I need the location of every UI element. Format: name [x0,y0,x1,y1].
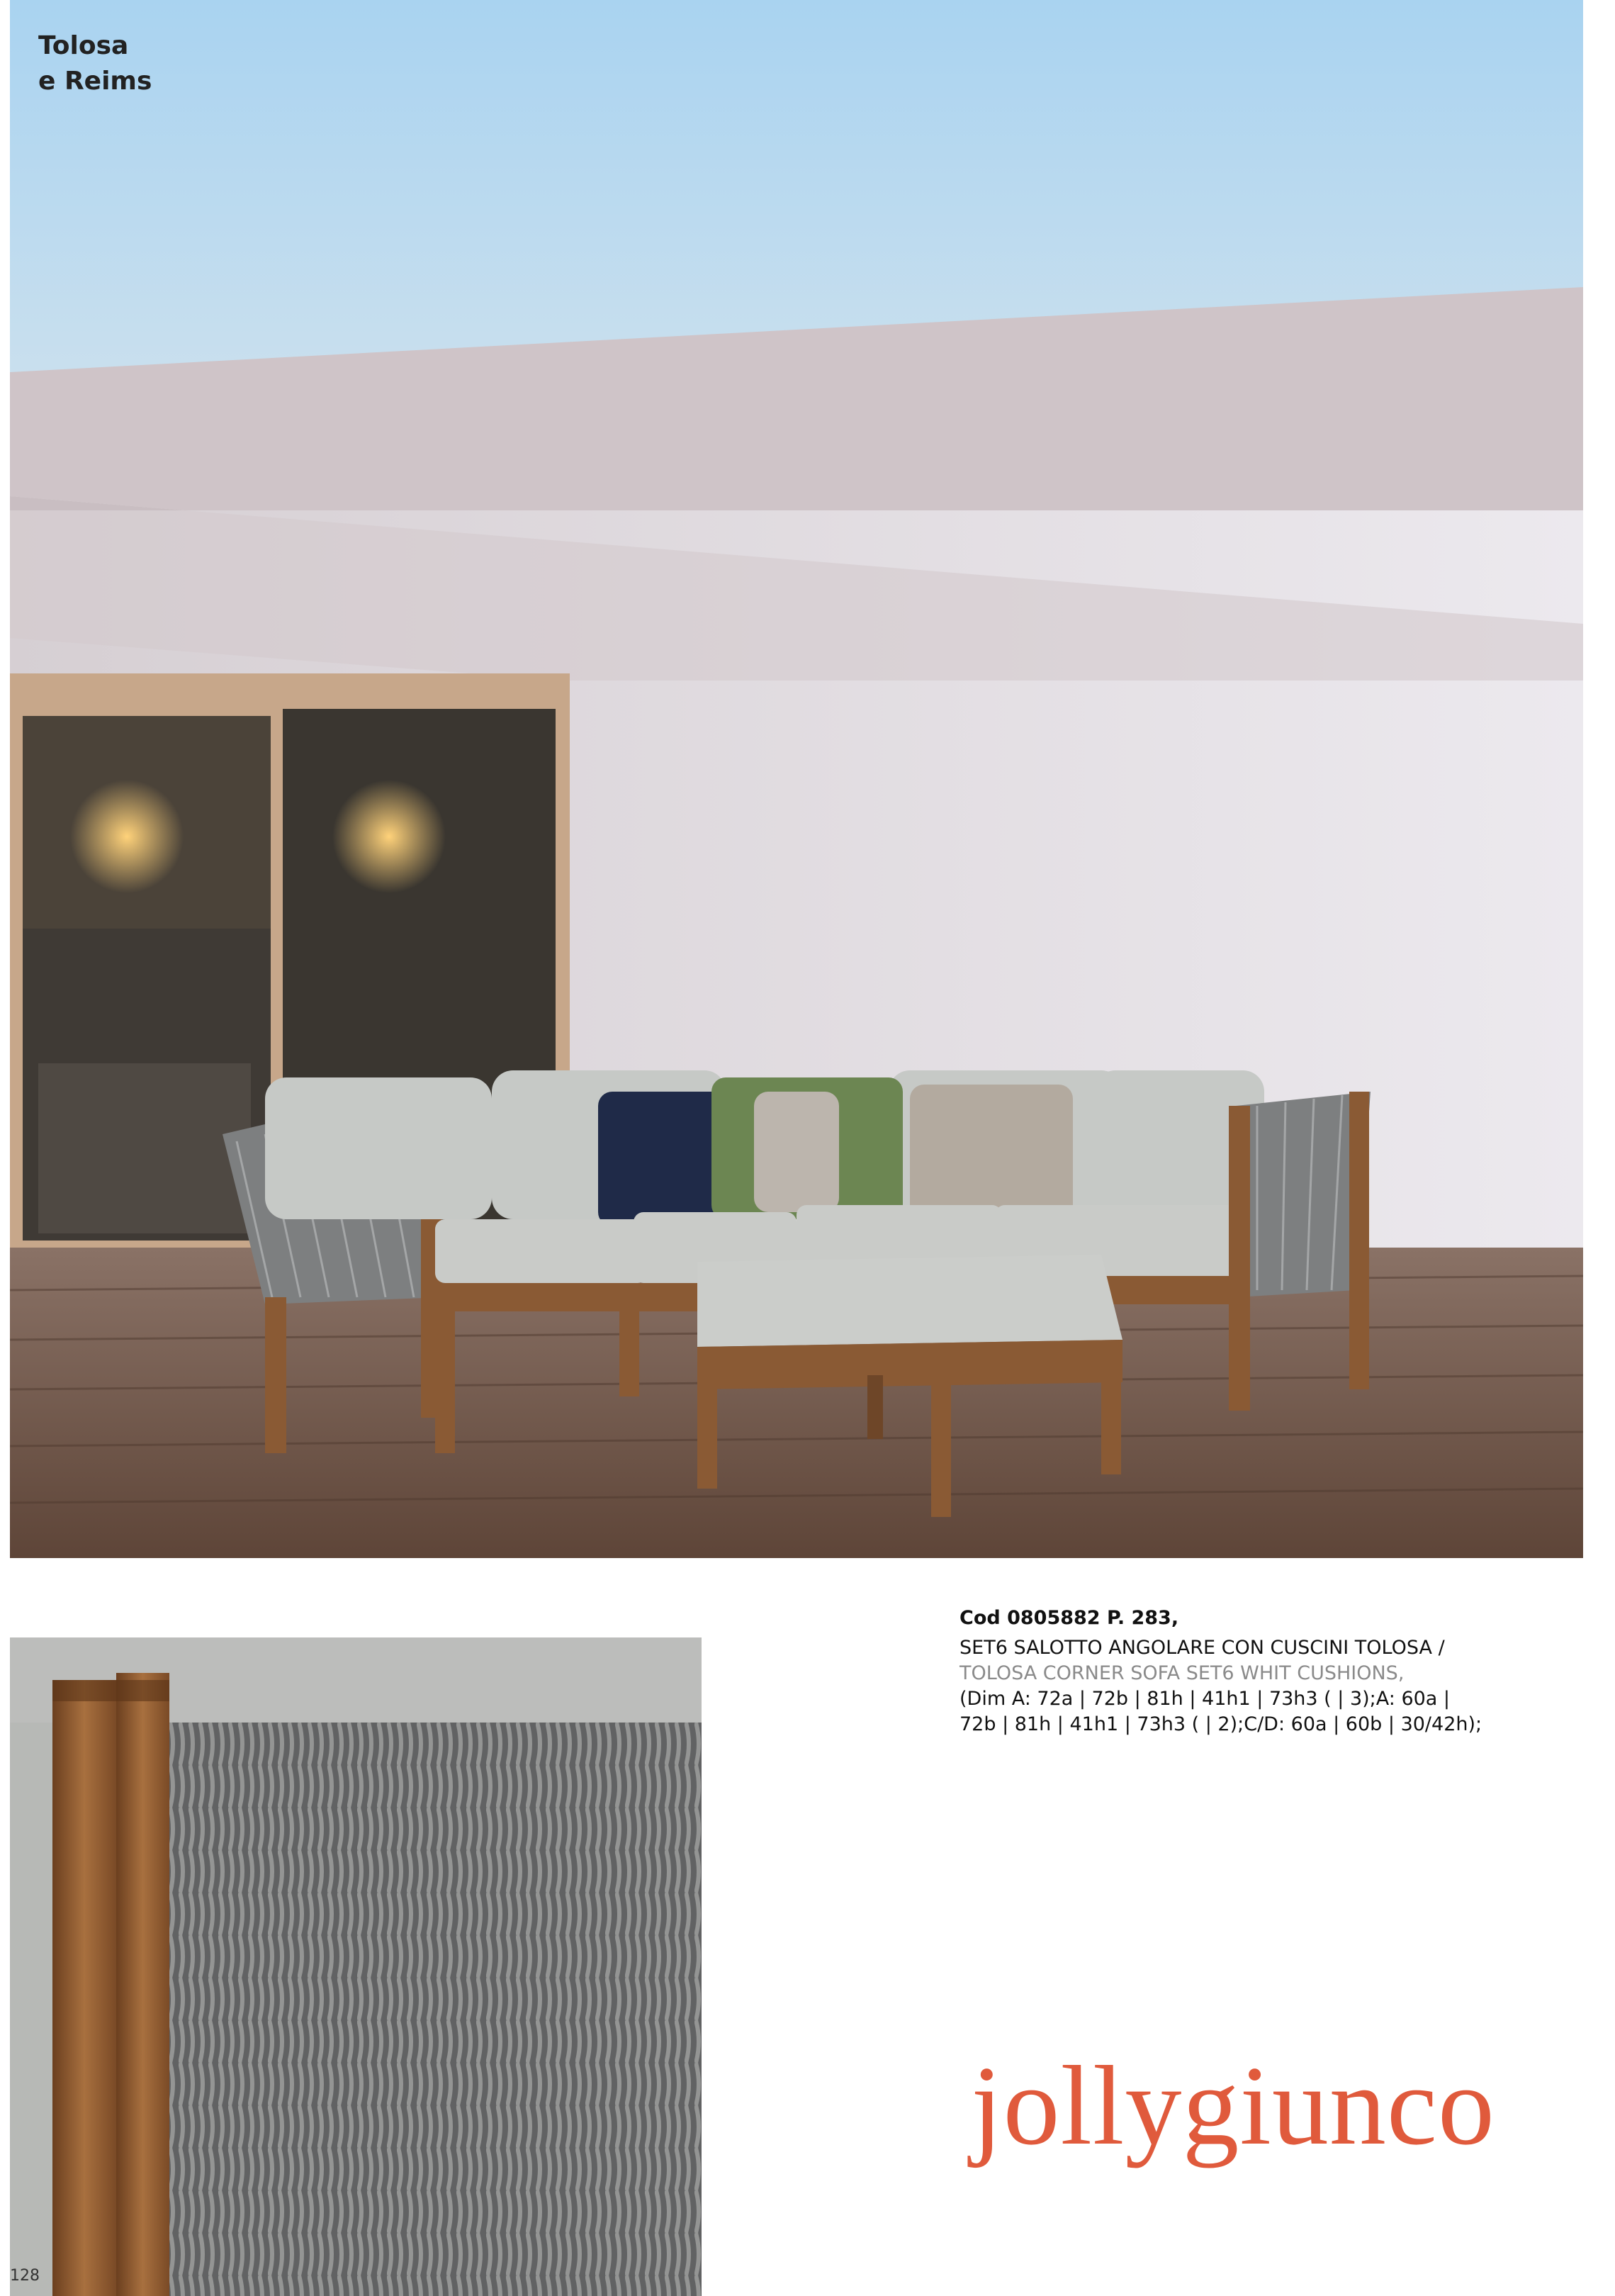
product-description [960,1606,1569,1737]
page-heading [38,28,152,99]
hero-photo [10,0,1583,1558]
product-dimensions-line-2: 72b | 81h | 41h1 | 73h3 ( | 2);C/D: 60a | 60b | 30/42h); [960,1713,1482,1735]
product-code: Cod 0805882 P. 283, [960,1607,1179,1629]
brand-logo: jollygiunco [971,2042,1495,2168]
heading-line-1: Tolosa [38,31,129,60]
rope-detail-photo [10,1637,702,2296]
product-name-english: TOLOSA CORNER SOFA SET6 WHIT CUSHIONS, [960,1662,1405,1684]
page-number: 128 [10,2267,40,2285]
product-dimensions-line-1: (Dim A: 72a | 72b | 81h | 41h1 | 73h3 ( | 3);A: 60a | [960,1688,1451,1710]
terrace-sofa-illustration [10,0,1583,1558]
rope-weave-illustration [10,1637,702,2296]
heading-line-2: e Reims [38,67,152,96]
product-name-italian: SET6 SALOTTO ANGOLARE CON CUSCINI TOLOSA / [960,1637,1445,1659]
